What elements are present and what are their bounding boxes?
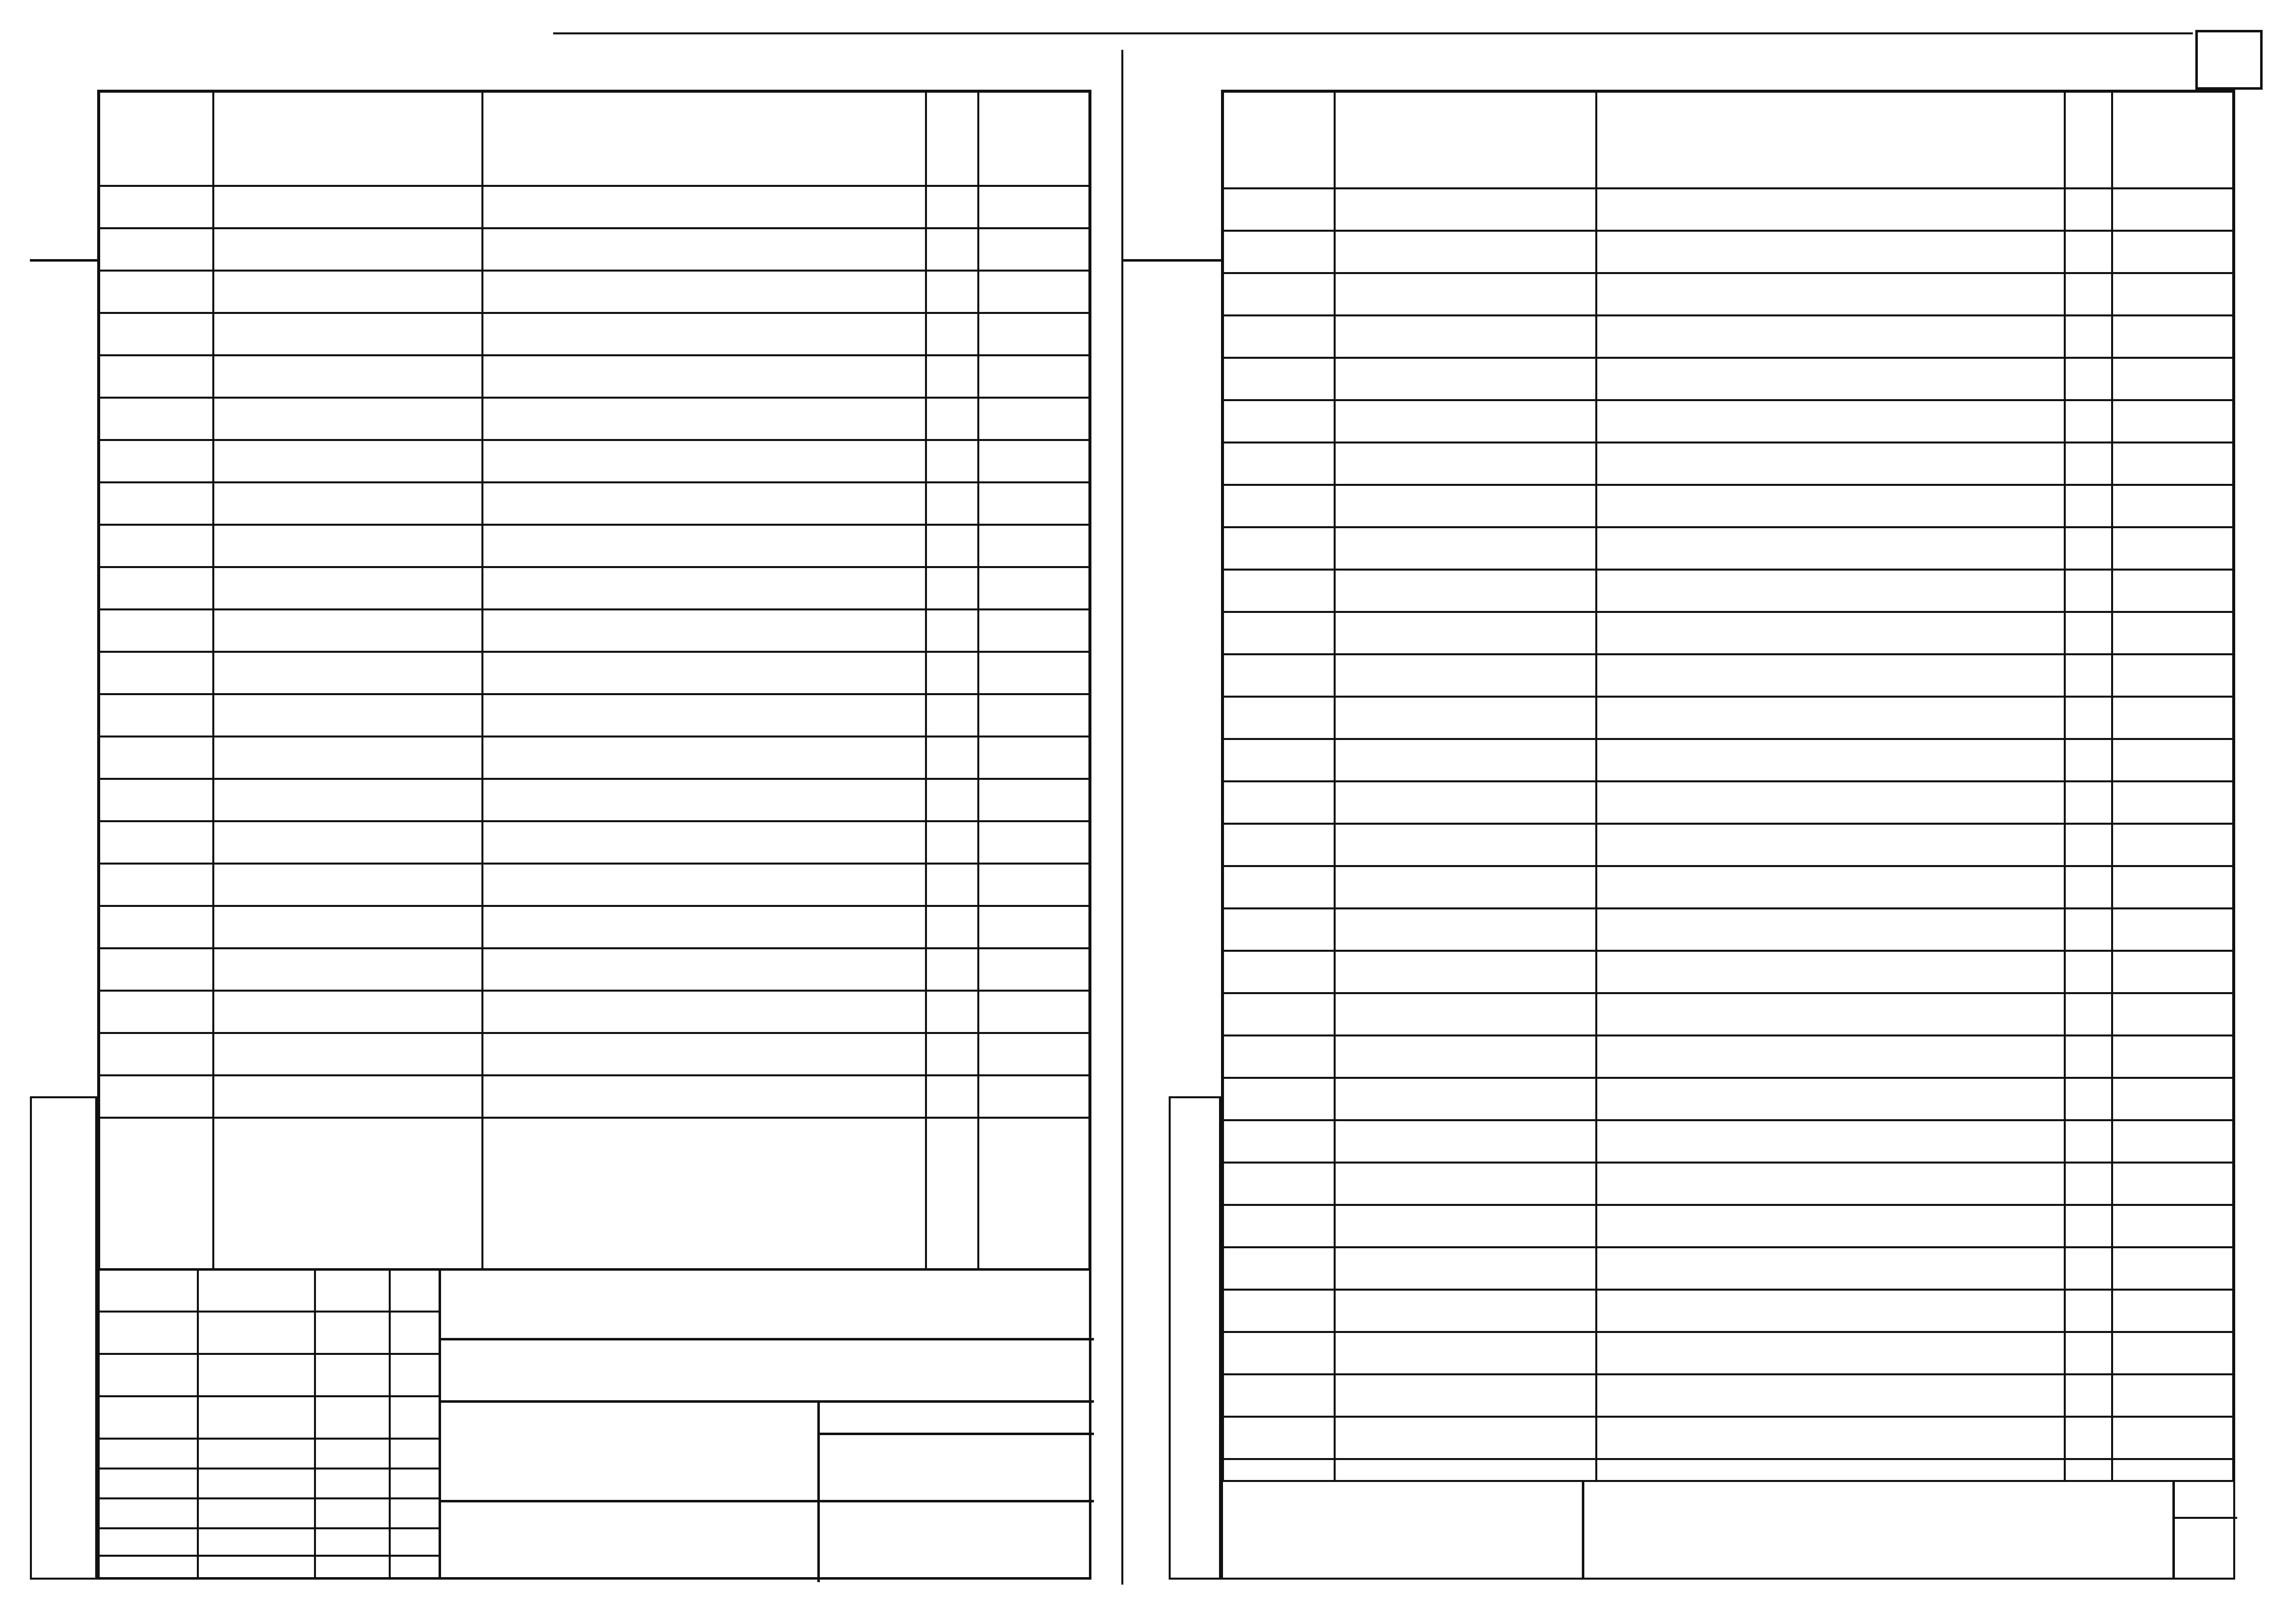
right-row-rule [1224,865,2232,867]
right-row-rule [1224,1077,2232,1079]
left-row-rule [100,312,1088,314]
left-binding-mark [30,259,97,262]
left-row-rule [100,863,1088,865]
right-row-rule [1224,314,2232,316]
left-row-rule [100,693,1088,695]
right-row-rule [1224,1034,2232,1036]
left-row-rule [100,397,1088,399]
signature-grid-rule [100,1555,439,1557]
title-block-horizontal-rule [439,1400,1094,1403]
signature-grid-rule [100,1353,439,1355]
right-header-bottom-rule [1224,187,2232,189]
right-row-rule [1224,1458,2232,1460]
signature-grid-rule [100,1497,439,1499]
right-row-rule [1224,1119,2232,1121]
right-row-rule [1224,950,2232,952]
signature-grid-rule [389,1271,391,1577]
left-title-block [97,1268,1091,1580]
right-row-rule [1224,653,2232,655]
right-row-rule [1224,823,2232,825]
right-row-rule [1224,230,2232,232]
left-row-rule [100,270,1088,272]
signature-grid-rule [100,1438,439,1440]
left-row-rule [100,481,1088,483]
right-row-rule [1224,780,2232,782]
center-fold-line [1121,50,1123,1585]
title-block-horizontal-rule [817,1433,1094,1435]
signature-grid-rule [314,1271,316,1577]
right-row-rule [1224,1373,2232,1375]
left-row-rule [100,608,1088,610]
right-row-rule [1224,357,2232,359]
stamp-vertical-rule [1582,1482,1584,1578]
left-row-rule [100,905,1088,907]
right-row-rule [1224,696,2232,698]
right-spec-sheet [1221,90,2235,1580]
left-row-rule [100,1032,1088,1034]
right-row-rule [1224,569,2232,571]
signature-grid-rule [100,1395,439,1397]
left-row-rule [100,566,1088,568]
left-album-strip [30,1096,97,1580]
right-row-rule [1224,1162,2232,1164]
right-album-strip [1169,1096,1221,1580]
right-row-rule [1224,441,2232,443]
right-row-rule [1224,611,2232,613]
page-number-box [2195,30,2263,90]
title-block-vertical-rule [439,1271,441,1577]
signature-grid-rule [197,1271,199,1577]
right-row-rule [1224,1416,2232,1418]
stamp-vertical-rule [2172,1482,2175,1578]
stamp-horizontal-rule [2172,1517,2237,1519]
title-block-vertical-rule [817,1400,820,1582]
left-row-rule [100,778,1088,780]
right-row-rule [1224,399,2232,401]
right-row-rule [1224,1246,2232,1248]
left-row-rule [100,947,1088,949]
right-row-rule [1224,907,2232,909]
signature-grid-rule [100,1311,439,1313]
left-row-rule [100,651,1088,653]
left-row-rule [100,1117,1088,1119]
left-row-rule [100,735,1088,737]
signature-grid-rule [100,1468,439,1470]
left-row-rule [100,524,1088,526]
right-bottom-stamp [1221,1480,2235,1580]
left-row-rule [100,820,1088,822]
signature-grid-rule [100,1527,439,1529]
top-rule [553,32,2193,34]
right-row-rule [1224,526,2232,528]
title-block-horizontal-rule [439,1500,1094,1502]
right-row-rule [1224,992,2232,994]
left-header-bottom-rule [100,185,1088,187]
left-row-rule [100,354,1088,356]
left-row-rule [100,227,1088,229]
left-row-rule [100,439,1088,441]
right-row-rule [1224,484,2232,486]
title-block-horizontal-rule [439,1338,1094,1340]
left-row-rule [100,1074,1088,1076]
right-binding-mark [1121,259,1221,262]
right-row-rule [1224,272,2232,274]
right-row-rule [1224,1289,2232,1291]
left-row-rule [100,990,1088,992]
right-row-rule [1224,738,2232,740]
right-row-rule [1224,1331,2232,1333]
right-row-rule [1224,1204,2232,1206]
